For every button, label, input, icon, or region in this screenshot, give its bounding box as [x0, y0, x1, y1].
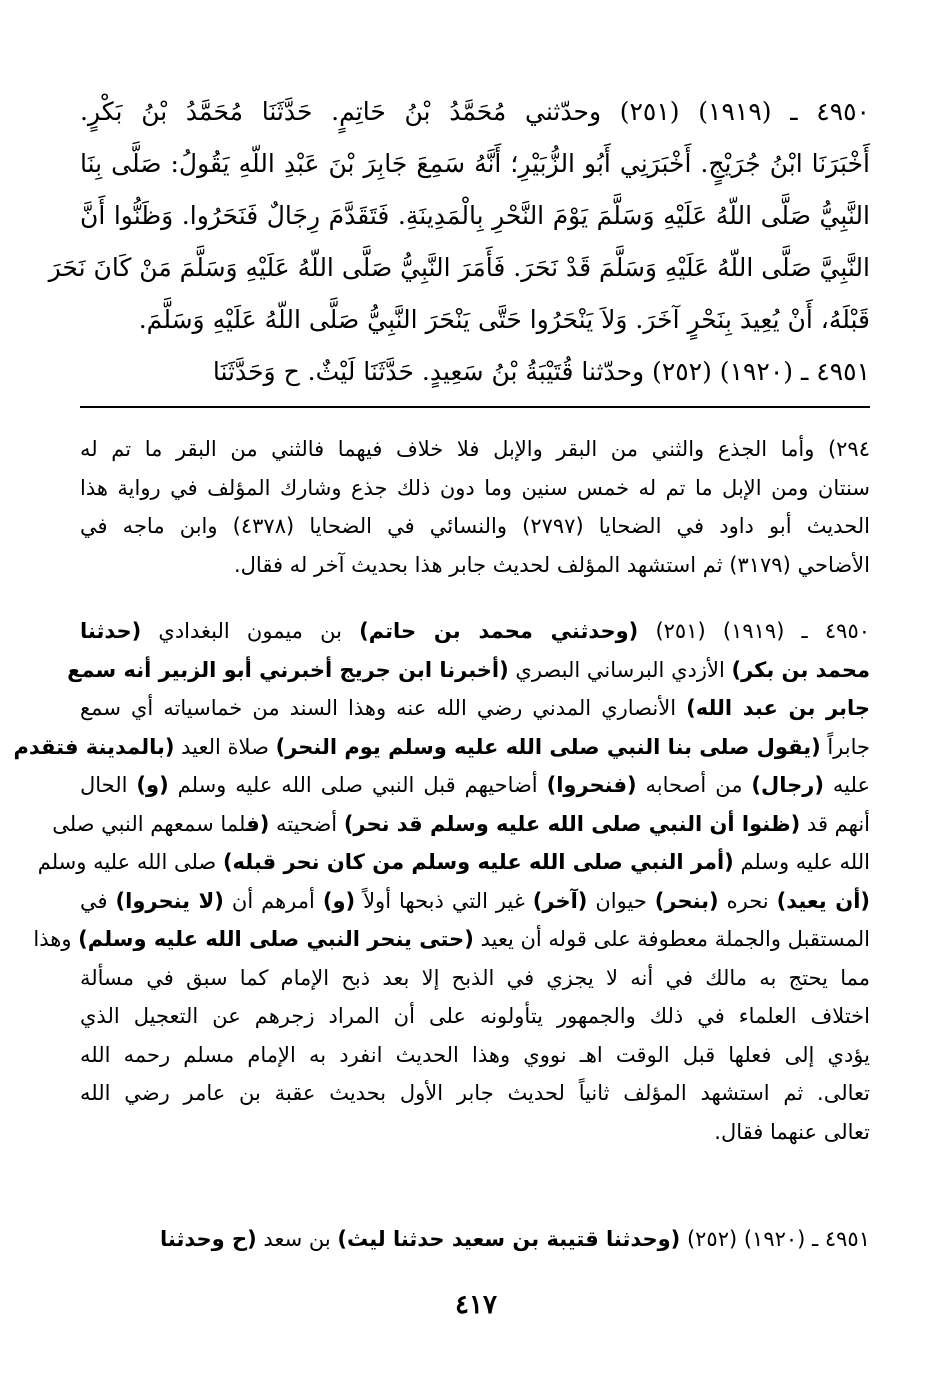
plain-text: تعالى. ثم استشهد المؤلف ثانياً لحديث جابر الأول بحديث عقبة بن عامر رضي الله: [80, 1081, 870, 1105]
plain-text: بن سعد: [256, 1227, 338, 1251]
hadith-line: النَّبِيَّ صَلَّى اللّهُ عَلَيْهِ وَسَلَّمَ قَدْ نَحَرَ. فَأَمَرَ النَّبِيُّ صَلَّى اللّهُ عَلَيْهِ وَسَلَّمَ مَنْ كَانَ نَحَرَ: [48, 253, 870, 282]
plain-text: من أصحابه: [636, 773, 752, 797]
plain-text: الحال: [80, 773, 137, 797]
bold-quoted-text: (لا ينحروا): [115, 888, 224, 913]
plain-text: جابراً: [820, 734, 870, 759]
plain-text: في: [80, 888, 116, 913]
commentary-line: [13, 728, 870, 767]
plain-text: أنهم قد: [800, 811, 870, 836]
commentary-line: [33, 920, 870, 959]
bold-quoted-text: (يقول صلى بنا النبي صلى الله عليه وسلم يوم النحر): [275, 734, 821, 759]
commentary-line: [80, 1113, 870, 1152]
bold-quoted-text: (بالمدينة فتقدم: [13, 734, 175, 759]
plain-text: تعالى عنهما فقال.: [714, 1119, 870, 1144]
commentary-line: [52, 805, 870, 844]
plain-text: بن ميمون البغدادي: [141, 619, 360, 643]
bold-quoted-text: (ف: [245, 811, 270, 836]
plain-text: مما يحتج به مالك في أنه لا يجزي في الذبح إلا بعد ذبح الإمام كما سبق في مسألة: [80, 965, 870, 990]
plain-text: غير التي ذبحها أولاً: [355, 888, 533, 913]
separator-rule: [80, 406, 870, 408]
commentary-line: [67, 651, 870, 690]
bold-quoted-text: (و): [136, 773, 169, 797]
bold-quoted-text: (حتى ينحر النبي صلى الله عليه وسلم): [78, 927, 474, 951]
commentary-line: [80, 689, 870, 728]
bold-quoted-text: (وحدثنا قتيبة بن سعيد حدثنا ليث): [337, 1227, 681, 1251]
plain-text: وهذا: [33, 927, 79, 951]
bold-quoted-text: (بنحر): [654, 888, 719, 913]
bold-quoted-text: (ح وحدثنا: [160, 1227, 257, 1251]
hadith-line: قَبْلَهُ، أَنْ يُعِيدَ بِنَحْرٍ آخَرَ. وَلاَ يَنْحَرُوا حَتَّى يَنْحَرَ النَّبِيُّ صَلَّى اللّهُ عَلَيْهِ وَسَلَّمَ.: [138, 305, 870, 334]
plain-text: الأزدي البرساني البصري: [508, 657, 732, 682]
bold-quoted-text: (أخبرنا ابن جريج أخبرني أبو الزبير أنه سمع: [67, 657, 509, 682]
commentary-block: [13, 612, 871, 1151]
commentary-line: [80, 766, 870, 805]
plain-text: ٤٩٥١ ـ (١٩٢٠) (٢٥٢): [680, 1227, 870, 1251]
commentary-line: [80, 1074, 870, 1113]
plain-text: المستقبل والجملة معطوفة على قوله أن يعيد: [473, 927, 870, 951]
footnote-block: [80, 430, 870, 584]
plain-text: ٤٩٥٠ ـ (١٩١٩) (٢٥١): [638, 619, 871, 643]
bold-quoted-text: محمد بن بكر): [731, 657, 870, 682]
plain-text: أمرهم أن: [223, 888, 323, 913]
page-number: ٤١٧: [455, 1290, 497, 1320]
hadith-line: ٤٩٥١ ـ (١٩٢٠) (٢٥٢) وحدّثنا قُتَيْبَةُ بْنُ سَعِيدٍ. حَدَّثَنَا لَيْثٌ. ح وَحَدَّثَنَا: [212, 357, 870, 386]
bold-quoted-text: (آخر): [532, 888, 588, 913]
plain-text: لما سمعهم النبي صلى: [52, 811, 246, 836]
bold-quoted-text: (أن يعيد): [776, 888, 871, 913]
bold-quoted-text: (حدثنا: [80, 619, 142, 643]
bold-quoted-text: (و): [322, 888, 356, 913]
hadith-text-block: [48, 86, 870, 398]
footnote-line: سنتان ومن الإبل ما تم له خمس سنين وما دون ذلك جذع وشارك المؤلف في رواية هذا: [80, 475, 870, 500]
hadith-line: النَّبِيُّ صَلَّى اللّهُ عَلَيْهِ وَسَلَّمَ يَوْمَ النَّحْرِ بِالْمَدِينَةِ. فَتَقَدَّمَ رِجَالٌ فَنَحَرُوا. وَظَنُّوا أَنَّ: [80, 201, 870, 230]
commentary-line: [80, 882, 870, 921]
bold-quoted-text: (وحدثني محمد بن حاتم): [359, 619, 639, 643]
next-hadith-block: [80, 1220, 870, 1259]
plain-text: صلاة العيد: [174, 734, 276, 759]
plain-text: اختلاف العلماء في ذلك والجمهور يتأولونه على أن المراد زجرهم عن التعجيل الذي: [80, 1004, 870, 1028]
hadith-line: ٤٩٥٠ ـ (١٩١٩) (٢٥١) وحدّثني مُحَمَّدُ بْنُ حَاتِمٍ. حَدَّثَنَا مُحَمَّدُ بْنُ بَكْرٍ.: [80, 97, 870, 126]
commentary-line: [80, 612, 870, 651]
hadith-line: أَخْبَرَنَا ابْنُ جُرَيْجٍ. أَخْبَرَنِي أَبُو الزُّبَيْرِ؛ أَنَّهُ سَمِعَ جَابِرَ بْنَ عَبْدِ اللّهِ يَقُولُ: صَلَّى بِنَا: [80, 149, 870, 178]
commentary-line: [80, 1036, 870, 1075]
bold-quoted-text: (ظنوا أن النبي صلى الله عليه وسلم قد نحر): [343, 811, 801, 836]
bold-quoted-text: (أمر النبي صلى الله عليه وسلم من كان نحر قبله): [222, 850, 734, 874]
plain-text: أضحيته: [269, 811, 344, 836]
plain-text: نحره: [718, 888, 777, 913]
footnote-line: الأضاحي (٣١٧٩) ثم استشهد المؤلف لحديث جابر هذا بحديث آخر له فقال.: [234, 552, 870, 577]
plain-text: أضاحيهم قبل النبي صلى الله عليه وسلم: [168, 773, 547, 797]
plain-text: يؤدي إلى فعلها قبل الوقت اهـ نووي وهذا الحديث انفرد به الإمام مسلم رحمه الله: [80, 1042, 870, 1067]
commentary-line: [37, 843, 870, 882]
bold-quoted-text: جابر بن عبد الله): [686, 696, 870, 720]
next-hadith-line: [80, 1220, 870, 1259]
plain-text: صلى الله عليه وسلم: [37, 850, 223, 874]
plain-text: عليه: [823, 773, 870, 797]
footnote-line: الحديث أبو داود في الضحايا (٢٧٩٧) والنسائي في الضحايا (٤٣٧٨) وابن ماجه في: [80, 514, 870, 538]
bold-quoted-text: (فنحروا): [546, 773, 637, 797]
footnote-line: ٢٩٤) وأما الجذع والثني من البقر والإبل فلا خلاف فيهما فالثني من البقر ما تم له: [80, 437, 870, 461]
bold-quoted-text: (رجال): [751, 773, 824, 797]
commentary-line: [80, 959, 870, 998]
plain-text: الأنصاري المدني رضي الله عنه وهذا السند من خماسياته أي سمع: [80, 696, 687, 720]
commentary-line: [80, 997, 870, 1036]
plain-text: الله عليه وسلم: [733, 850, 870, 874]
plain-text: حيوان: [587, 888, 655, 913]
